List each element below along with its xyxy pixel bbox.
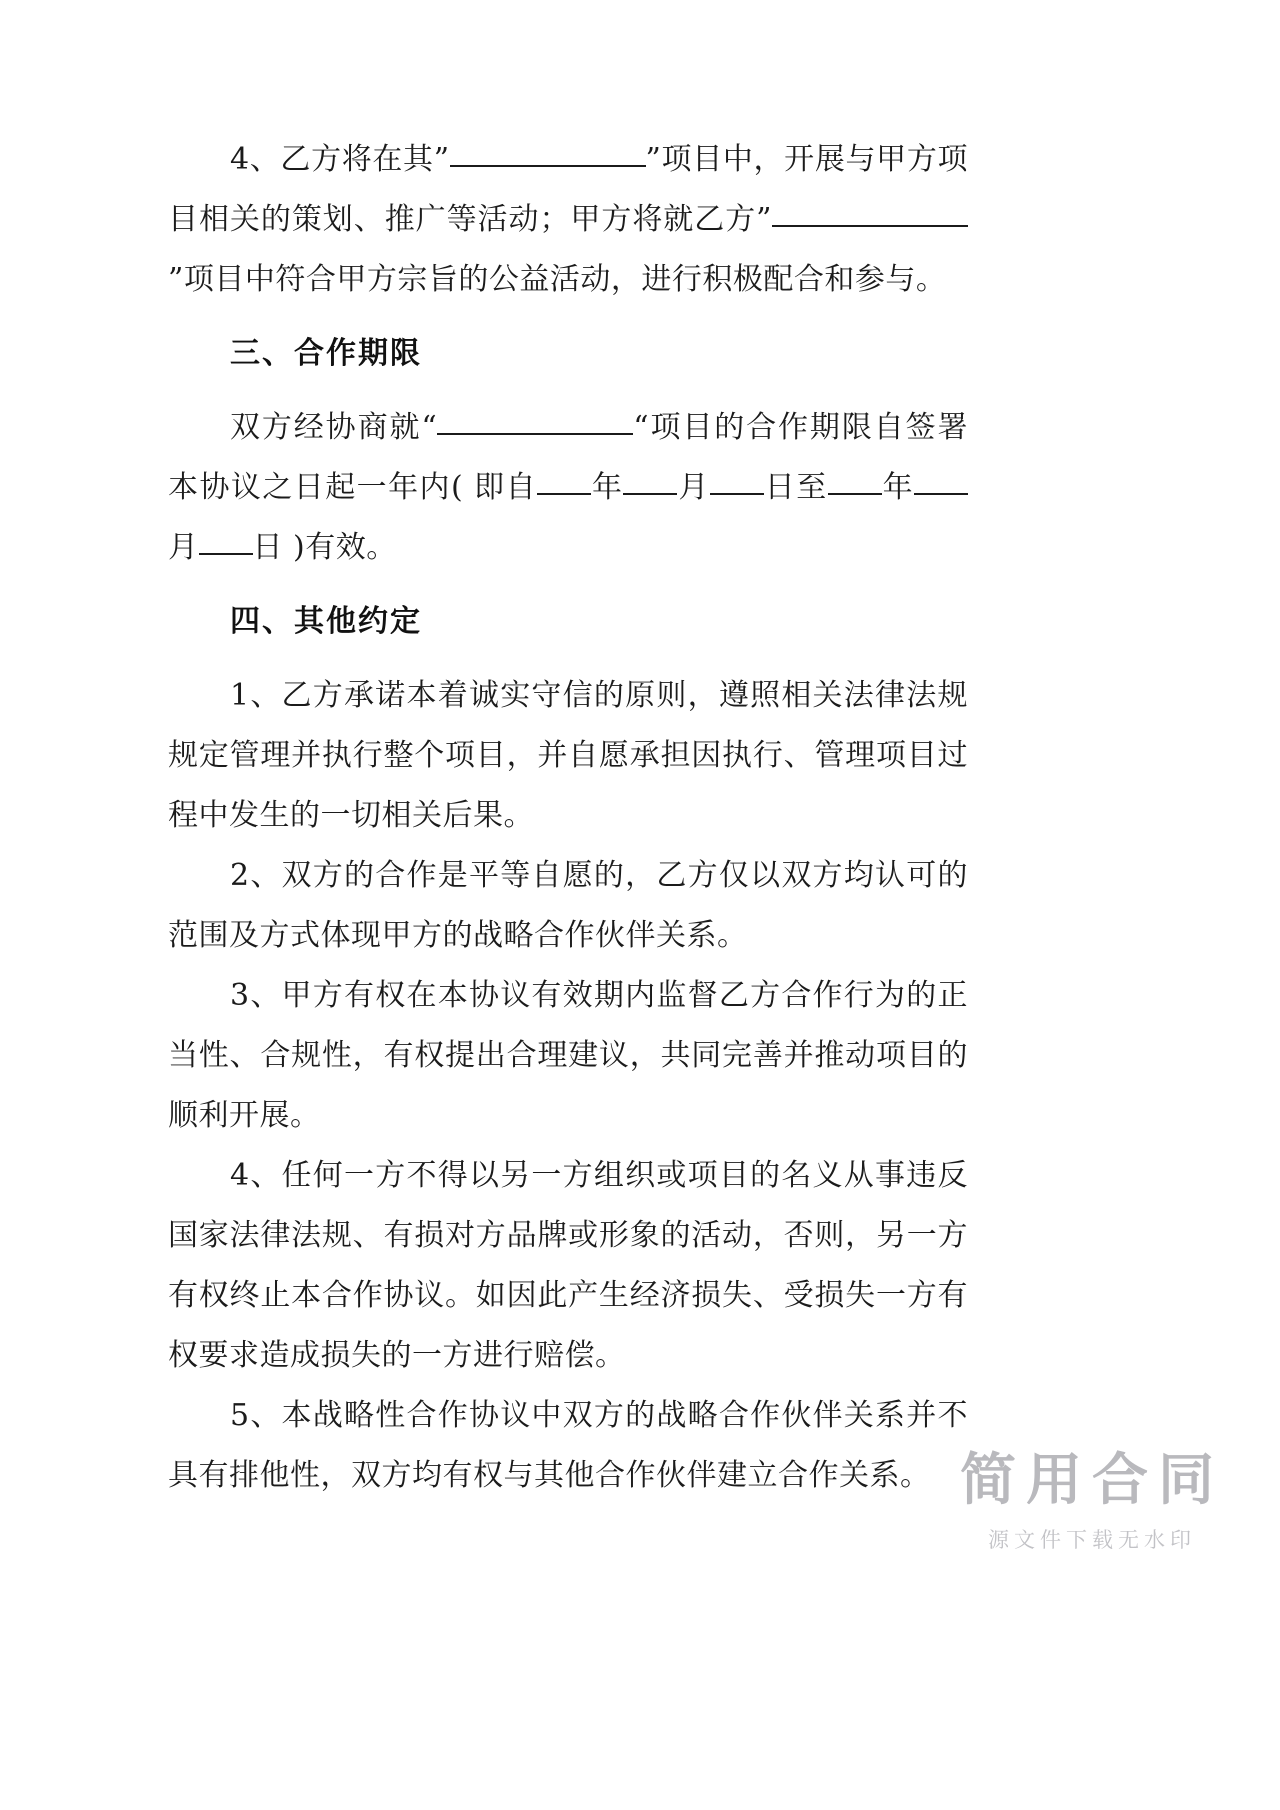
paragraph-text-run: 4、乙方将在其” [230,142,450,177]
paragraph-text-run: 年 [591,470,624,505]
clause-4-4: 4、任何一方不得以另一方组织或项目的名义从事违反国家法律法规、有损对方品牌或形象的活动，否则，另一方有权终止本合作协议。如因此产生经济损失、受损失一方有权要求造成损失的一方进行赔偿。 [168,1158,968,1373]
date-blank-field[interactable] [199,523,253,555]
paragraph-text-run: 月 [677,470,710,505]
paragraph-text-run: 年 [881,470,915,505]
clause-4-1: 1、乙方承诺本着诚实守信的原则，遵照相关法律法规规定管理并执行整个项目，并自愿承担因执行、管理项目过程中发生的一切相关后果。 [168,678,968,833]
watermark-subtitle: 源文件下载无水印 [988,1528,1196,1552]
date-blank-field[interactable] [710,463,764,495]
paragraph-text-run: ”项目中，开展与甲方项目相关的策划、推广等活动；甲方将就乙方” [168,142,968,237]
date-blank-field[interactable] [828,463,882,495]
clause-4-3: 3、甲方有权在本协议有效期内监督乙方合作行为的正当性、合规性，有权提出合理建议，共同完善并推动项目的顺利开展。 [168,978,968,1133]
section-4-heading: 四、其他约定 [230,604,422,639]
watermark-title: 简用合同 [960,1448,1224,1514]
clause-4-5: 5、本战略性合作协议中双方的战略合作伙伴关系并不具有排他性，双方均有权与其他合作伙伴建立合作关系。 [168,1398,968,1493]
clause-4-2: 2、双方的合作是平等自愿的，乙方仅以双方均认可的范围及方式体现甲方的战略合作伙伴关系。 [168,858,968,953]
section-3-body [168,398,968,578]
section-3-heading: 三、合作期限 [230,336,422,371]
project-name-blank-field[interactable] [437,403,633,435]
document-body [168,130,968,1506]
paragraph-text-run: 双方经协商就“ [230,410,438,445]
project-name-blank-field[interactable] [450,135,646,167]
project-name-blank-field[interactable] [772,195,968,227]
paragraph-text-run: ”项目中符合甲方宗旨的公益活动，进行积极配合和参与。 [168,262,947,297]
date-blank-field[interactable] [914,463,968,495]
clause-2-4 [168,130,968,310]
watermark [960,1450,1224,1554]
date-blank-field[interactable] [623,463,677,495]
paragraph-text-run: 月 [168,530,199,565]
paragraph-text-run: 日 )有效。 [252,530,397,565]
date-blank-field[interactable] [537,463,591,495]
paragraph-text-run: “项目的合作期限自签署本协议之日起一年内( 即自 [168,410,969,505]
paragraph-text-run: 日至 [763,470,828,505]
